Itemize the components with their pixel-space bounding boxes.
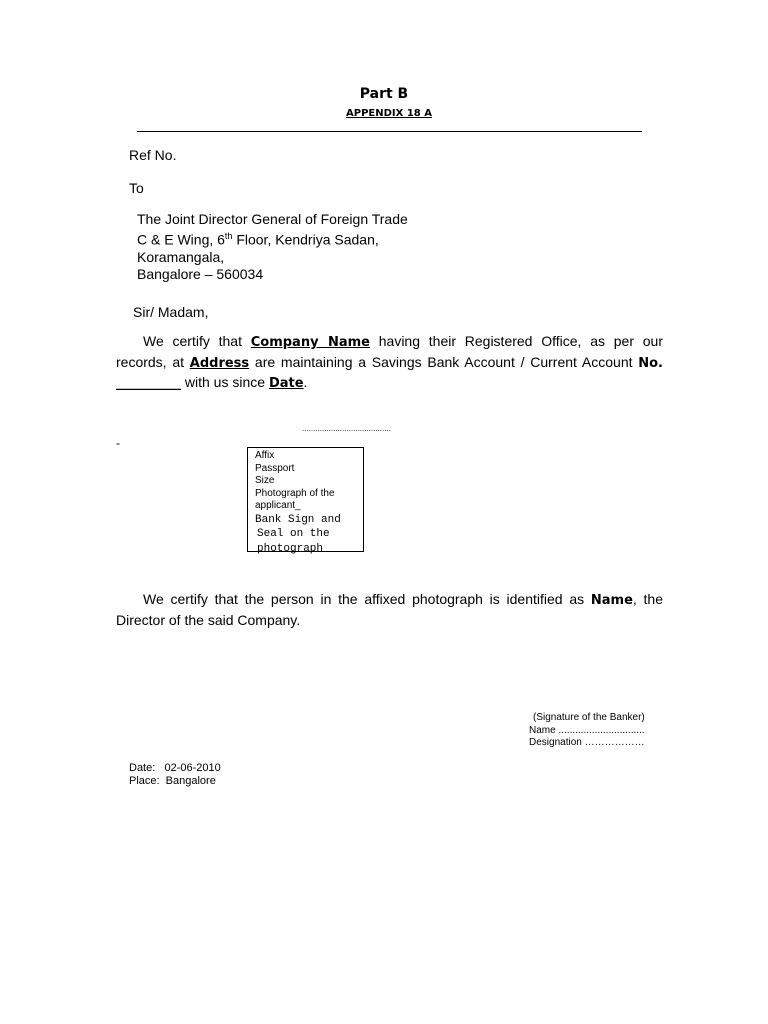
person-name-field: Name <box>590 593 633 608</box>
address-field: Address <box>189 355 250 371</box>
to-label: To <box>129 180 144 196</box>
page-title: Part B <box>359 86 409 102</box>
recipient-address <box>137 211 408 283</box>
ref-number: Ref No. <box>129 147 177 163</box>
banker-designation-line: Designation ……………… <box>529 737 645 748</box>
account-number-field: No. __________ <box>116 355 663 391</box>
address-line-3: Koramangala, <box>137 248 225 265</box>
address-line-1: The Joint Director General of Foreign Trade <box>137 211 408 227</box>
banker-signature-label: (Signature of the Banker) <box>533 712 645 723</box>
footer-place: Place: Bangalore <box>129 775 216 787</box>
address-line-2: C & E Wing, 6th Floor, Kendriya Sadan, <box>137 231 379 248</box>
salutation: Sir/ Madam, <box>133 304 209 320</box>
certification-paragraph-2: We certify that the person in the affixed photograph is identified as Name, the Director of the said Company. <box>116 591 663 628</box>
signature-dotted-line: ........................................ <box>302 424 391 433</box>
date-field: Date <box>268 376 304 391</box>
footer-date: Date: 02-06-2010 <box>129 762 221 774</box>
banker-name-line: Name ............................... <box>529 725 645 736</box>
address-line-4: Bangalore – 560034 <box>137 265 264 282</box>
certification-paragraph-1: We certify that Company Name having their Registered Office, as per our records, at Address are maintaining a Savings Bank Account / Current Account No. __________ with us since Date. <box>116 333 663 391</box>
header-divider <box>137 131 642 132</box>
company-name-field: Company Name <box>250 335 370 350</box>
photo-box: Affix Passport Size Photograph of the applicant_ Bank Sign and Seal on the photograph <box>247 447 364 552</box>
appendix-subtitle: APPENDIX 18 A <box>346 108 432 119</box>
dash-mark: - <box>116 436 120 450</box>
